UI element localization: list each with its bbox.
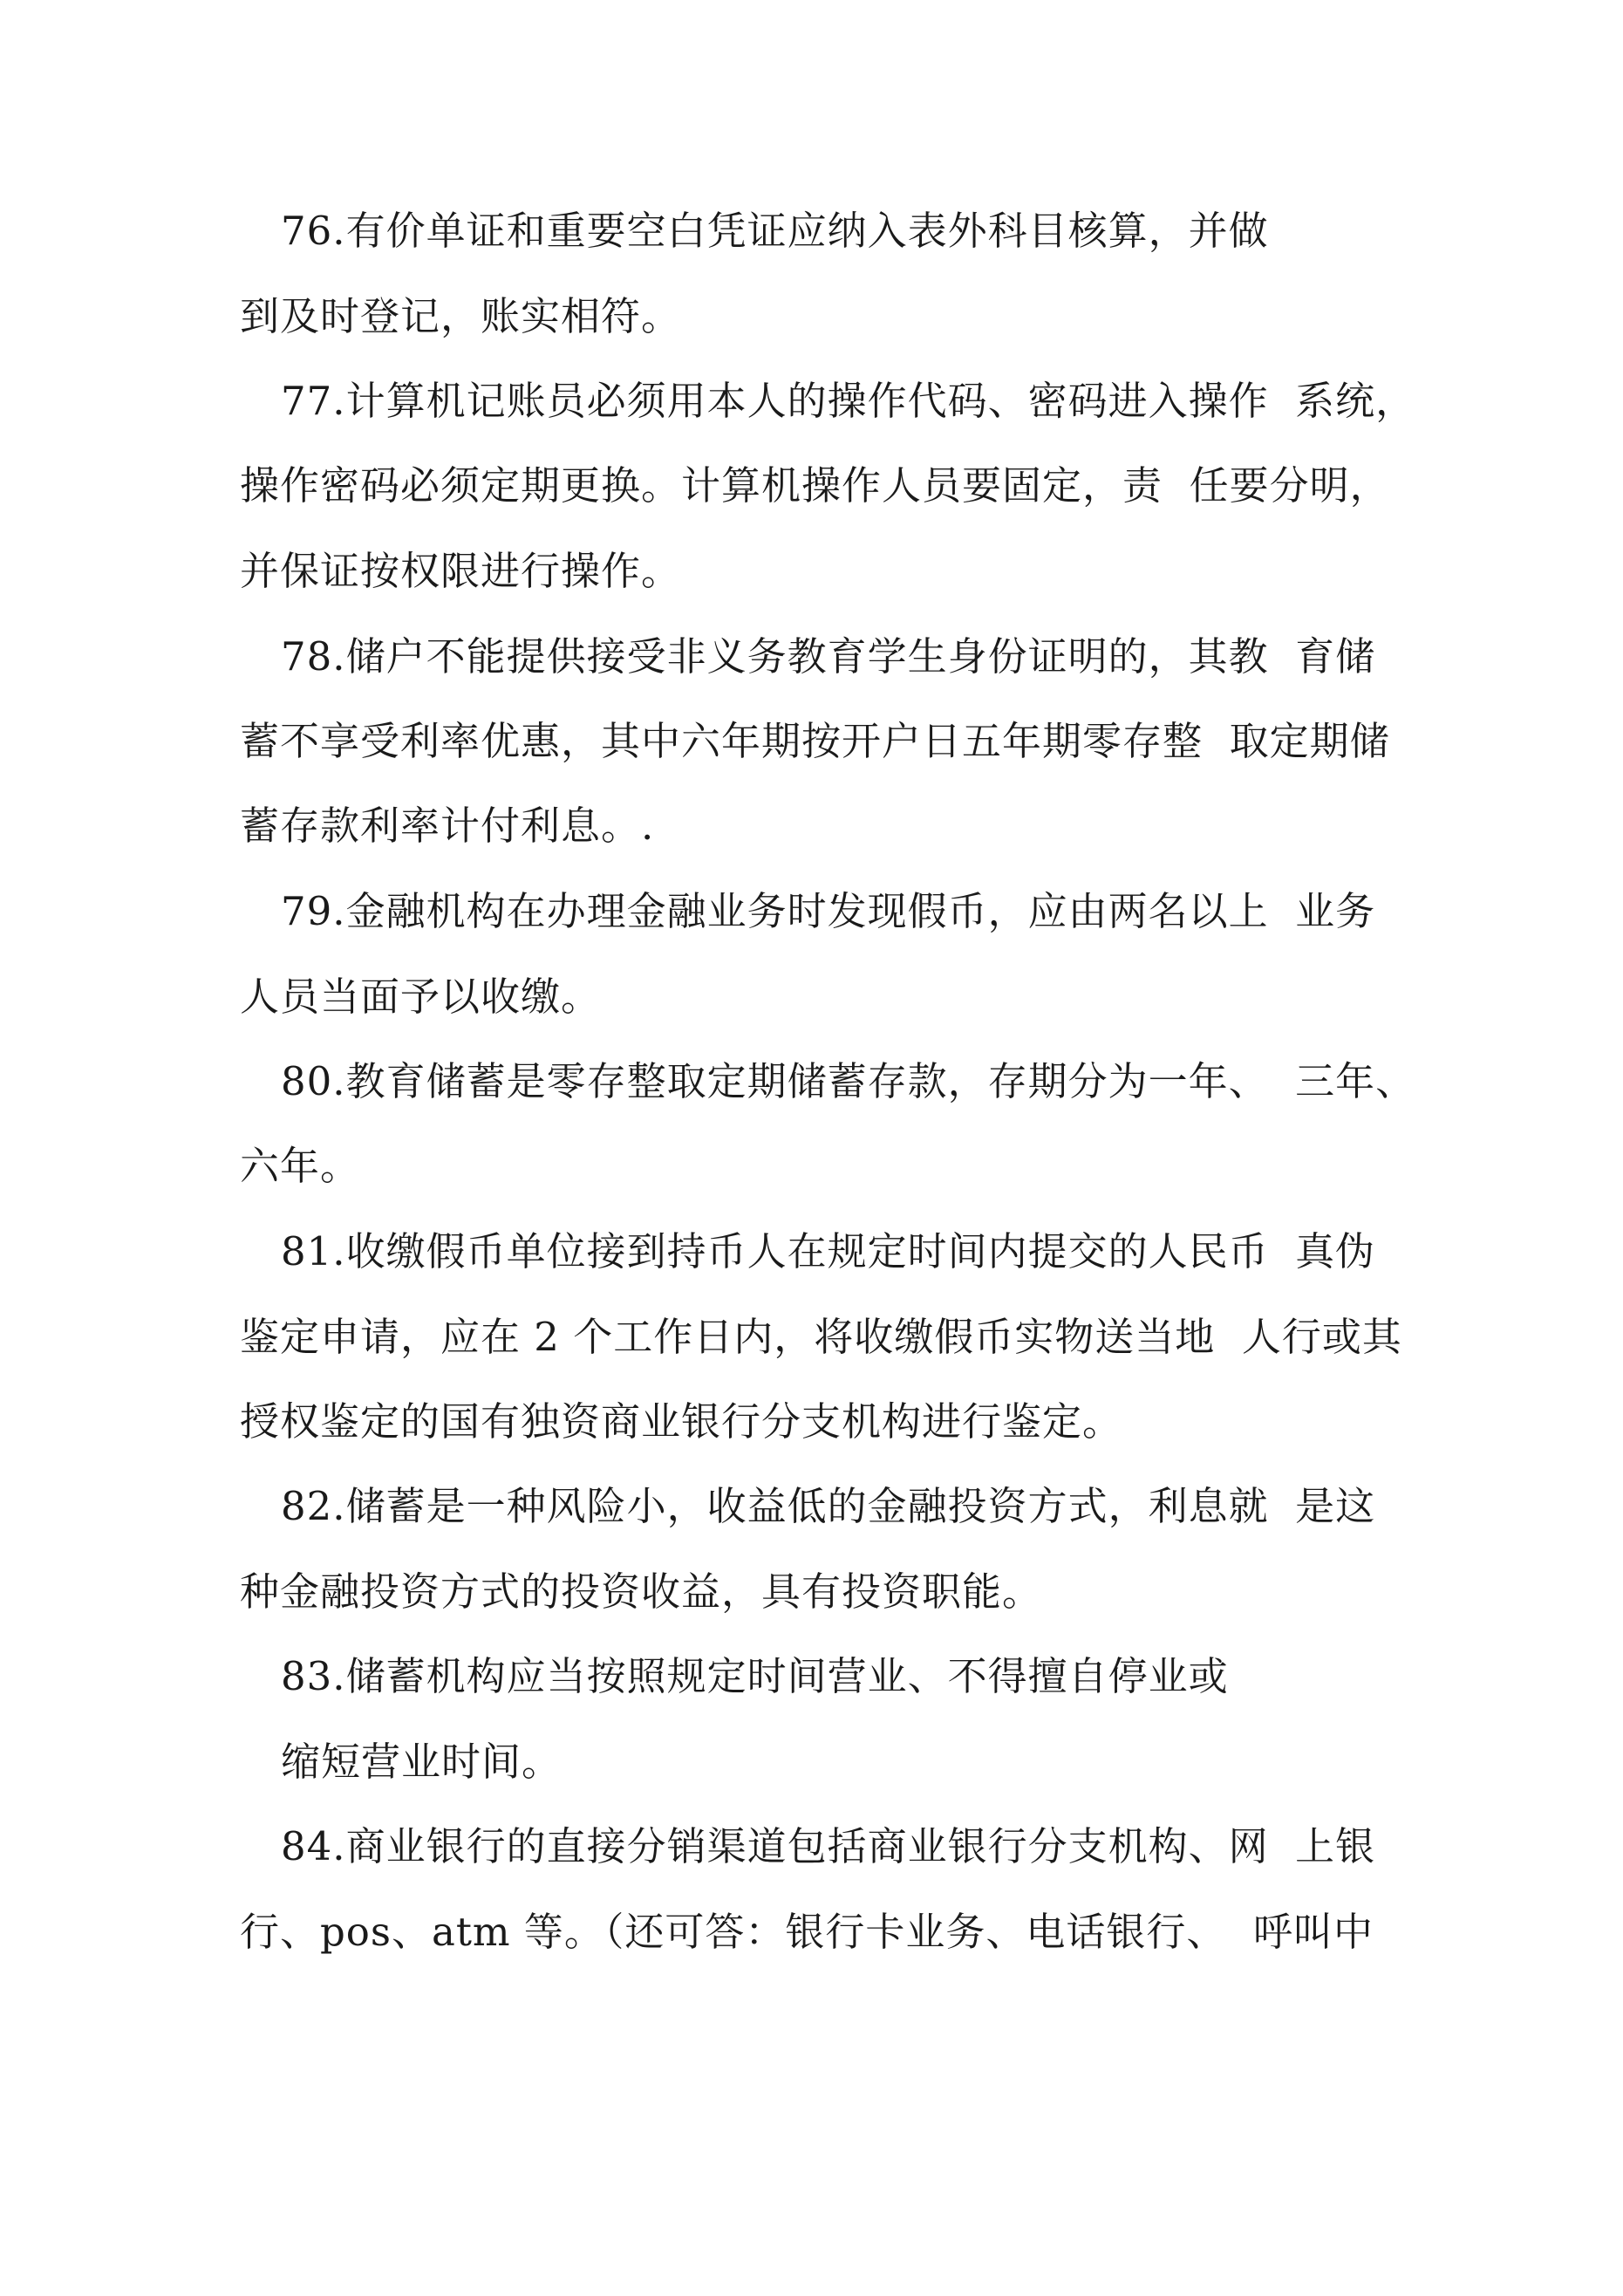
text-line: 83.储蓄机构应当按照规定时间营业、不得擅自停业或 (281, 1653, 1229, 1699)
text-line: 行、pos、atm 等。（还可答：银行卡业务、电话银行、 呼叫中 (240, 1909, 1374, 1955)
text-line: 84.商业银行的直接分销渠道包括商业银行分支机构、网 上银 (281, 1823, 1376, 1869)
text-line: 79.金融机构在办理金融业务时发现假币，应由两名以上 业务 (281, 888, 1376, 934)
text-line: 80.教育储蓄是零存整取定期储蓄存款，存期分为一年、 三年、 (281, 1058, 1416, 1104)
text-line: 并保证按权限进行操作。 (240, 548, 682, 594)
text-line: 78.储户不能提供接受非义务教育学生身份证明的，其教 育储 (281, 633, 1376, 680)
text-line: 蓄不享受利率优惠，其中六年期按开户日五年期零存整 取定期储 (240, 718, 1390, 764)
text-line: 操作密码必须定期更换。计算机操作人员要固定，责 任要分明， (240, 462, 1390, 509)
text-line: 76.有价单证和重要空白凭证应纳入表外科目核算，并做 (281, 208, 1269, 254)
text-line: 缩短营业时间。 (281, 1739, 563, 1785)
text-line: 种金融投资方式的投资收益，具有投资职能。 (240, 1568, 1043, 1615)
text-line: 81.收缴假币单位接到持币人在规定时间内提交的人民币 真伪 (281, 1228, 1376, 1274)
text-line: 人员当面予以收缴。 (240, 974, 602, 1020)
text-line: 鉴定申请，应在 2 个工作日内，将收缴假币实物送当地 人行或其 (240, 1314, 1402, 1360)
text-line: 授权鉴定的国有独资商业银行分支机构进行鉴定。 (240, 1398, 1123, 1445)
text-line: 蓄存款利率计付利息。. (240, 803, 655, 849)
text-line: 到及时登记，账实相符。 (240, 293, 682, 339)
text-line: 82.储蓄是一种风险小，收益低的金融投资方式，利息就 是这 (281, 1483, 1376, 1529)
text-line: 六年。 (240, 1143, 361, 1189)
text-line: 77.计算机记账员必须用本人的操作代码、密码进入操作 系统， (281, 378, 1416, 424)
